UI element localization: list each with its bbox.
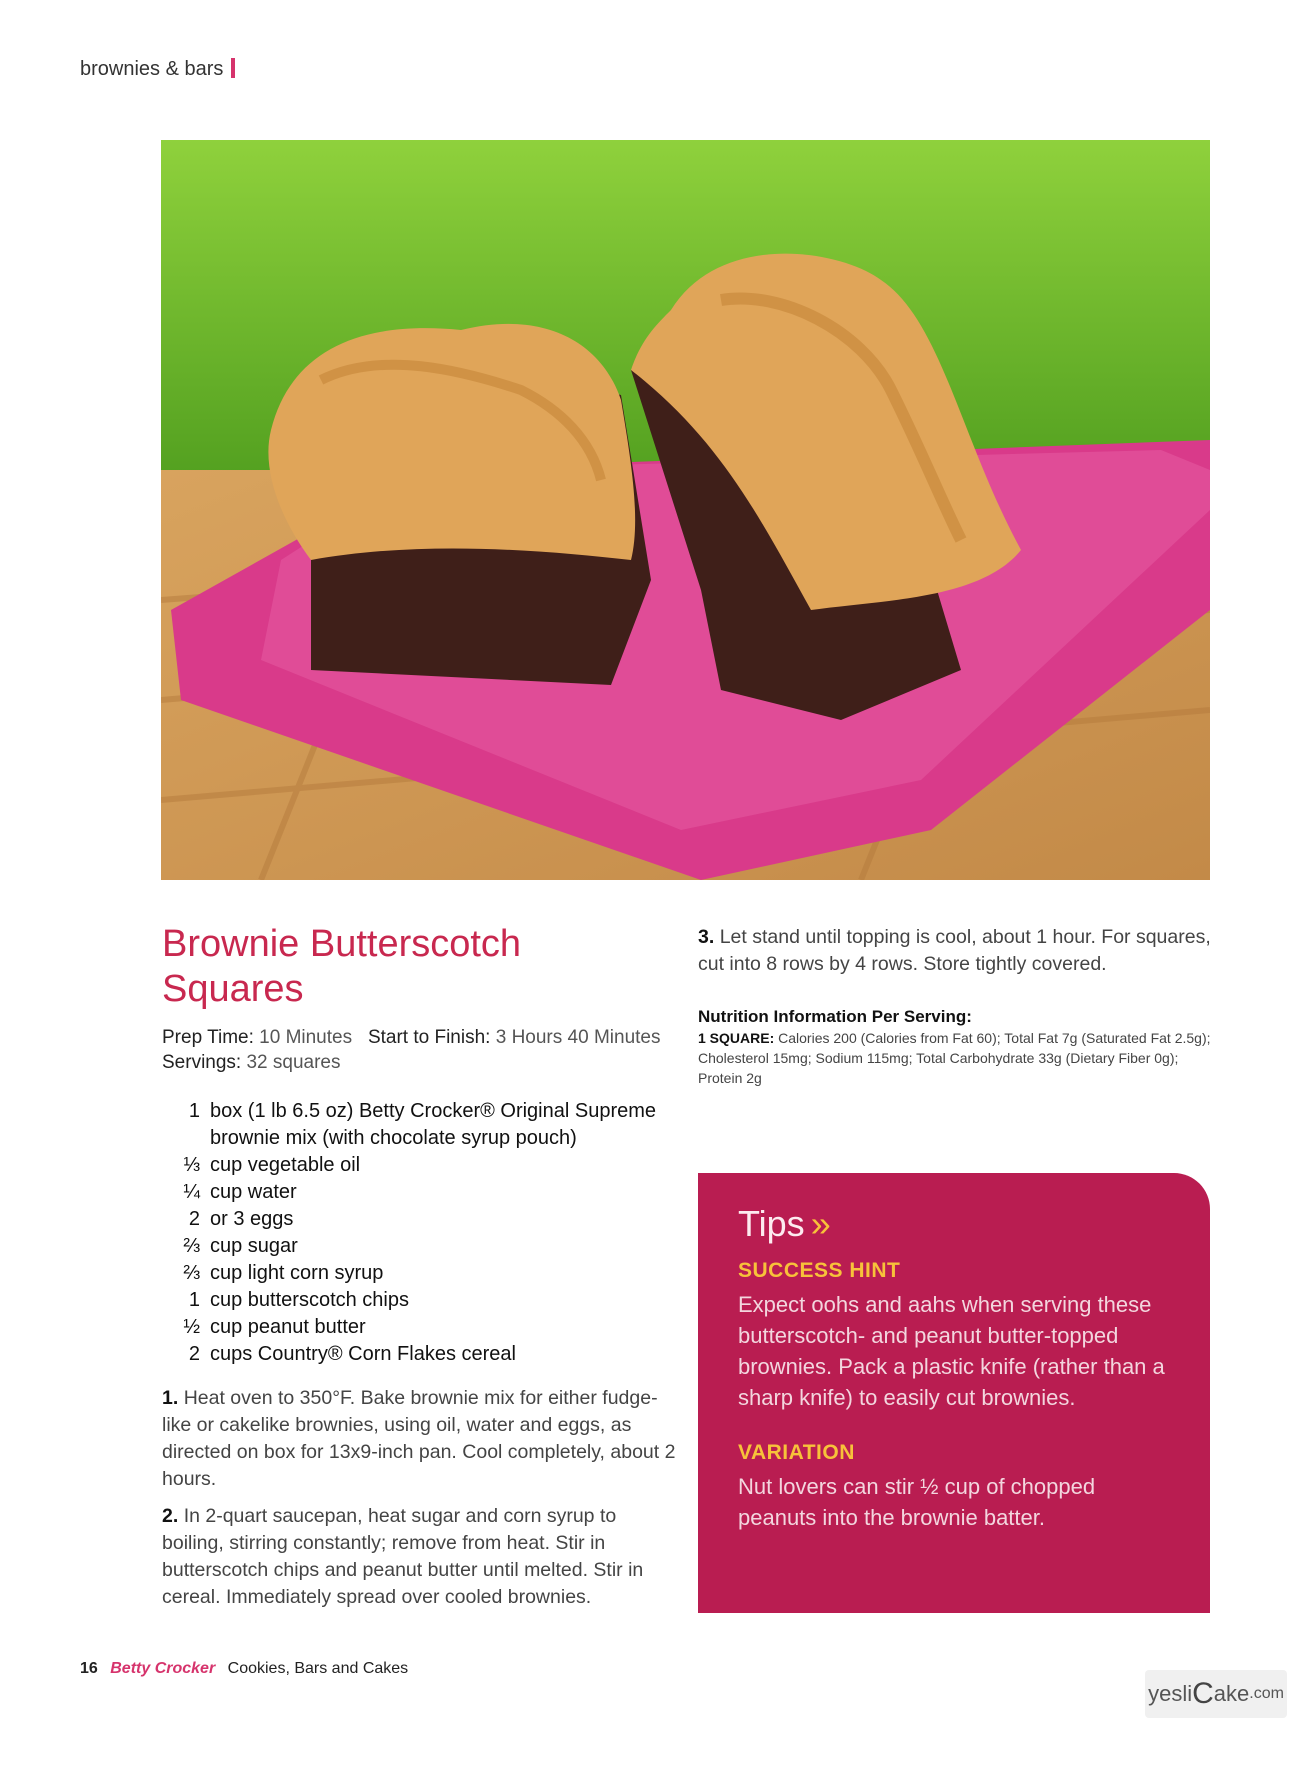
nutrition-heading: Nutrition Information Per Serving: xyxy=(698,1007,972,1026)
ingredient-qty: 1 xyxy=(188,1100,200,1122)
ingredient-text: cup sugar xyxy=(210,1235,298,1257)
section-name: brownies & bars xyxy=(80,58,224,80)
ingredient-text: cup light corn syrup xyxy=(210,1262,384,1284)
ingredient-item xyxy=(162,1287,682,1314)
ingredient-qty: ¼ xyxy=(183,1181,200,1203)
ingredient-qty: ⅔ xyxy=(183,1262,200,1284)
step-text: Let stand until topping is cool, about 1 hour. For squares, cut into 8 rows by 4 rows. Store tightly covered. xyxy=(698,926,1211,975)
ingredient-text: cup vegetable oil xyxy=(210,1154,361,1176)
step-text: In 2-quart saucepan, heat sugar and corn syrup to boiling, stirring constantly; remove from heat. Stir in butterscotch chips and peanut butter until melted. Stir in cereal. Immediately spread over cooled brownies. xyxy=(162,1505,644,1608)
variation-text: Nut lovers can stir ½ cup of chopped peanuts into the brownie batter. xyxy=(738,1474,1096,1530)
prep-label: Prep Time: xyxy=(162,1027,254,1048)
step-1 xyxy=(162,1385,682,1493)
step-3 xyxy=(698,924,1218,978)
section-label xyxy=(80,58,235,81)
section-accent-bar xyxy=(231,58,235,78)
prep-value: 10 Minutes xyxy=(259,1027,353,1048)
ingredient-text: box (1 lb 6.5 oz) Betty Crocker® Original Supreme brownie mix (with chocolate syrup pouch) xyxy=(210,1100,657,1149)
watermark-part-2: ake xyxy=(1213,1681,1250,1706)
ingredient-qty: ⅓ xyxy=(183,1154,200,1176)
ingredient-qty: 2 xyxy=(188,1208,200,1230)
success-hint-text: Expect oohs and aahs when serving these butterscotch- and peanut butter-topped brownies. Pack a plastic knife (rather than a sharp knife) to easily cut brownies. xyxy=(738,1292,1165,1410)
brownie-photo-icon xyxy=(161,140,1210,880)
ingredient-item xyxy=(162,1341,682,1368)
ingredient-item xyxy=(162,1260,682,1287)
watermark-part-3: .com xyxy=(1249,1685,1284,1702)
step-text: Heat oven to 350°F. Bake brownie mix for either fudge-like or cakelike brownies, using oil, water and eggs, as directed on box for 13x9-inch pan. Cool completely, about 2 hours. xyxy=(162,1387,676,1490)
ingredient-text: cup peanut butter xyxy=(210,1316,366,1338)
recipe-title: Brownie Butterscotch Squares xyxy=(162,923,522,1010)
ingredient-qty: 2 xyxy=(188,1343,200,1365)
success-hint-heading: SUCCESS HINT xyxy=(738,1259,901,1282)
watermark-logo xyxy=(1145,1670,1287,1718)
ingredient-item xyxy=(162,1233,682,1260)
nutrition-label: 1 SQUARE: xyxy=(698,1030,775,1046)
watermark-c-icon: C xyxy=(1192,1677,1214,1710)
tips-box xyxy=(698,1173,1210,1613)
servings-label: Servings: xyxy=(162,1052,242,1073)
finish-label: Start to Finish: xyxy=(367,1027,491,1048)
nutrition-info xyxy=(698,1028,1218,1088)
recipe-meta xyxy=(162,1025,660,1075)
ingredient-text: cup butterscotch chips xyxy=(210,1289,409,1311)
servings-value: 32 squares xyxy=(246,1052,341,1073)
ingredient-qty: 1 xyxy=(188,1289,200,1311)
ingredient-text: cups Country® Corn Flakes cereal xyxy=(210,1343,516,1365)
ingredient-item xyxy=(162,1314,682,1341)
chevron-right-icon: » xyxy=(810,1203,831,1244)
ingredient-item xyxy=(162,1179,682,1206)
step-2 xyxy=(162,1503,682,1611)
tips-title xyxy=(738,1203,1170,1245)
watermark-part-1: yesli xyxy=(1148,1681,1193,1706)
step-number: 2. xyxy=(162,1505,179,1527)
recipe-servings-row xyxy=(162,1050,660,1075)
ingredient-list xyxy=(162,1098,682,1368)
ingredient-text: cup water xyxy=(210,1181,297,1203)
recipe-time-row xyxy=(162,1025,660,1050)
step-number: 3. xyxy=(698,926,715,948)
finish-value: 3 Hours 40 Minutes xyxy=(495,1027,661,1048)
step-number: 1. xyxy=(162,1387,179,1409)
ingredient-text: or 3 eggs xyxy=(210,1208,294,1230)
ingredient-qty: ⅔ xyxy=(183,1235,200,1257)
brownie-photo xyxy=(161,140,1210,880)
ingredient-item xyxy=(162,1206,682,1233)
brand-logo: Betty Crocker xyxy=(110,1660,216,1677)
ingredient-item xyxy=(162,1152,682,1179)
ingredient-item xyxy=(162,1098,682,1152)
book-title: Cookies, Bars and Cakes xyxy=(227,1660,409,1677)
variation-heading: VARIATION xyxy=(738,1441,855,1464)
tips-title-text: Tips xyxy=(738,1203,805,1244)
nutrition-text: Calories 200 (Calories from Fat 60); Total Fat 7g (Saturated Fat 2.5g); Cholesterol 15mg; Sodium 115mg; Total Carbohydrate 33g (Dietary Fiber 0g); Protein 2g xyxy=(698,1030,1211,1086)
ingredient-qty: ½ xyxy=(183,1316,200,1338)
page-footer xyxy=(80,1660,408,1678)
page-number: 16 xyxy=(80,1660,98,1677)
